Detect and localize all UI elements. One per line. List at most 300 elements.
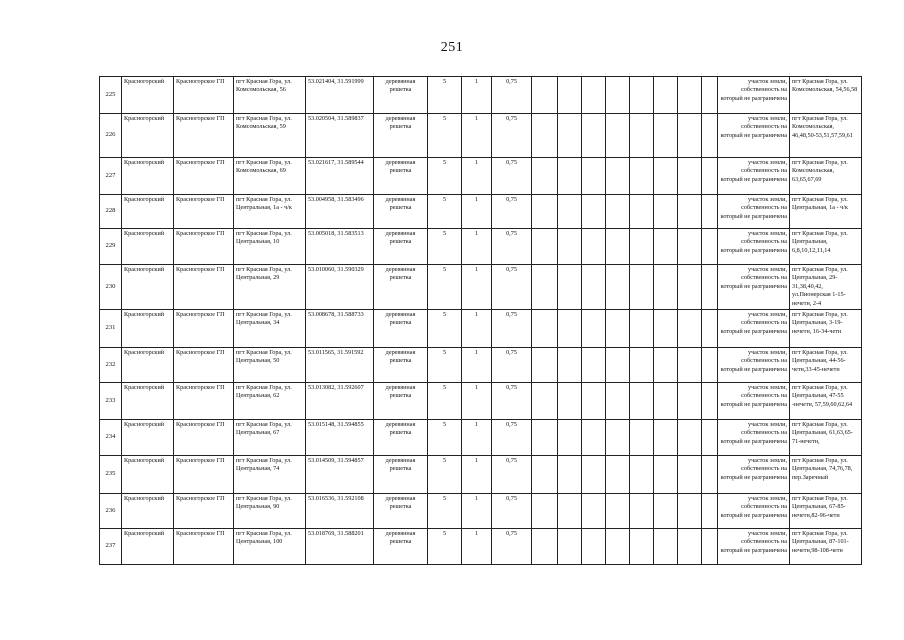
empty-cell bbox=[558, 494, 582, 529]
empty-cell bbox=[606, 456, 630, 494]
empty-cell bbox=[702, 383, 718, 420]
land-status-cell-text: участок земли, собственность на который не разграничена bbox=[720, 311, 787, 335]
empty-cell bbox=[630, 158, 654, 195]
empty-cell bbox=[582, 420, 606, 456]
material-cell-text: деревянная решетка bbox=[385, 115, 416, 131]
volume-cell-text: 0,75 bbox=[506, 266, 517, 273]
empty-cell bbox=[606, 77, 630, 114]
volume-cell bbox=[492, 494, 532, 529]
settlement-cell-text: Красногорское ГП bbox=[176, 457, 225, 465]
empty-cell bbox=[558, 529, 582, 565]
land-status-cell bbox=[718, 265, 790, 310]
served-addresses-cell-text: пгт Красная Гора, ул. Центральная, 29-31,38,40,42, ул.Пионерская 1-15-нечетн, 2-4 bbox=[792, 266, 848, 307]
empty-cell bbox=[582, 383, 606, 420]
row-number bbox=[100, 195, 122, 229]
row-number-text: 237 bbox=[105, 542, 116, 550]
empty-cell bbox=[678, 77, 702, 114]
empty-cell bbox=[702, 310, 718, 348]
count-cell-text: 5 bbox=[442, 349, 447, 357]
address-cell bbox=[234, 383, 306, 420]
volume-cell bbox=[492, 420, 532, 456]
coordinates-cell bbox=[306, 529, 374, 565]
volume-cell-text: 0,75 bbox=[506, 311, 517, 319]
row-number-text: 229 bbox=[105, 242, 116, 250]
volume-cell bbox=[492, 456, 532, 494]
row-number bbox=[100, 348, 122, 383]
coordinates-cell-text: 53.004958, 31.583496 bbox=[308, 196, 364, 203]
settlement-cell bbox=[174, 114, 234, 158]
address-cell-text: пгт Красная Гора, ул. Центральная, 90 bbox=[236, 495, 292, 511]
table-row bbox=[100, 265, 862, 310]
material-cell-text: деревянная решетка bbox=[385, 196, 416, 212]
row-number bbox=[100, 310, 122, 348]
count-cell-text: 1 bbox=[474, 266, 479, 273]
empty-cell bbox=[654, 529, 678, 565]
count-cell-text: 1 bbox=[474, 530, 479, 538]
count-cell-text: 5 bbox=[442, 115, 447, 122]
coordinates-cell bbox=[306, 158, 374, 195]
land-status-cell bbox=[718, 310, 790, 348]
count-cell-text: 1 bbox=[474, 384, 479, 392]
settlement-cell bbox=[174, 420, 234, 456]
served-addresses-cell bbox=[790, 229, 862, 265]
empty-cell bbox=[654, 114, 678, 158]
volume-cell bbox=[492, 348, 532, 383]
served-addresses-cell-text: пгт Красная Гора, ул. Центральная, 3-19-нечетн, 16-34-четн bbox=[792, 311, 848, 335]
address-cell bbox=[234, 229, 306, 265]
empty-cell bbox=[558, 383, 582, 420]
material-cell bbox=[374, 229, 428, 265]
empty-cell bbox=[678, 265, 702, 310]
empty-cell bbox=[678, 494, 702, 529]
empty-cell bbox=[678, 456, 702, 494]
empty-cell bbox=[558, 158, 582, 195]
empty-cell bbox=[558, 229, 582, 265]
empty-cell bbox=[630, 348, 654, 383]
land-status-cell-text: участок земли, собственность на который не разграничена bbox=[720, 196, 787, 220]
count-cell bbox=[462, 114, 492, 158]
address-cell bbox=[234, 158, 306, 195]
row-number-text: 230 bbox=[105, 282, 116, 290]
empty-cell bbox=[606, 420, 630, 456]
coordinates-cell-text: 53.021617, 31.589544 bbox=[308, 159, 364, 166]
coordinates-cell-text: 53.018769, 31.588201 bbox=[308, 530, 364, 538]
count-cell bbox=[428, 420, 462, 456]
count-cell bbox=[462, 529, 492, 565]
settlement-cell bbox=[174, 229, 234, 265]
land-status-cell-text: участок земли, собственность на который не разграничена bbox=[720, 495, 787, 519]
address-cell-text: пгт Красная Гора, ул. Центральная, 29 bbox=[236, 266, 292, 282]
district-cell-text: Красногорский bbox=[124, 384, 165, 392]
count-cell-text: 1 bbox=[474, 311, 479, 319]
served-addresses-cell bbox=[790, 195, 862, 229]
table-body bbox=[100, 77, 862, 565]
empty-cell bbox=[532, 114, 558, 158]
table-row bbox=[100, 158, 862, 195]
empty-cell bbox=[532, 310, 558, 348]
material-cell bbox=[374, 77, 428, 114]
district-cell bbox=[122, 114, 174, 158]
district-cell-text: Красногорский bbox=[124, 530, 165, 538]
empty-cell bbox=[654, 265, 678, 310]
land-status-cell bbox=[718, 195, 790, 229]
empty-cell bbox=[532, 529, 558, 565]
address-cell bbox=[234, 310, 306, 348]
row-number-text: 231 bbox=[105, 324, 116, 332]
count-cell bbox=[462, 456, 492, 494]
count-cell-text: 5 bbox=[442, 384, 447, 392]
settlement-cell bbox=[174, 529, 234, 565]
empty-cell bbox=[702, 265, 718, 310]
served-addresses-cell bbox=[790, 310, 862, 348]
empty-cell bbox=[532, 229, 558, 265]
count-cell bbox=[428, 310, 462, 348]
material-cell bbox=[374, 265, 428, 310]
served-addresses-cell bbox=[790, 348, 862, 383]
empty-cell bbox=[702, 77, 718, 114]
count-cell bbox=[462, 494, 492, 529]
served-addresses-cell bbox=[790, 265, 862, 310]
address-cell-text: пгт Красная Гора, ул. Центральная, 10 bbox=[236, 230, 292, 246]
material-cell-text: деревянная решетка bbox=[385, 78, 416, 94]
volume-cell-text: 0,75 bbox=[506, 384, 517, 392]
land-status-cell bbox=[718, 229, 790, 265]
land-status-cell bbox=[718, 529, 790, 565]
empty-cell bbox=[630, 420, 654, 456]
count-cell-text: 5 bbox=[442, 159, 447, 166]
empty-cell bbox=[606, 158, 630, 195]
empty-cell bbox=[532, 494, 558, 529]
settlement-cell bbox=[174, 383, 234, 420]
volume-cell-text: 0,75 bbox=[506, 159, 517, 166]
settlement-cell-text: Красногорское ГП bbox=[176, 384, 225, 392]
address-cell-text: пгт Красная Гора, ул. Центральная, 34 bbox=[236, 311, 292, 327]
volume-cell-text: 0,75 bbox=[506, 349, 517, 357]
coordinates-cell bbox=[306, 77, 374, 114]
count-cell bbox=[462, 383, 492, 420]
count-cell-text: 5 bbox=[442, 78, 447, 85]
coordinates-cell bbox=[306, 265, 374, 310]
empty-cell bbox=[702, 529, 718, 565]
empty-cell bbox=[630, 529, 654, 565]
table-row bbox=[100, 77, 862, 114]
empty-cell bbox=[558, 310, 582, 348]
empty-cell bbox=[702, 348, 718, 383]
material-cell-text: деревянная решетка bbox=[385, 159, 416, 175]
district-cell bbox=[122, 195, 174, 229]
empty-cell bbox=[606, 494, 630, 529]
material-cell-text: деревянная решетка bbox=[385, 230, 416, 246]
settlement-cell bbox=[174, 77, 234, 114]
count-cell bbox=[428, 229, 462, 265]
count-cell-text: 1 bbox=[474, 495, 479, 503]
count-cell-text: 5 bbox=[442, 311, 447, 319]
served-addresses-cell-text: пгт Красная Гора, ул. Центральная, 44-56-четн,33-45-нечетн bbox=[792, 349, 848, 373]
address-cell bbox=[234, 77, 306, 114]
table-row bbox=[100, 456, 862, 494]
material-cell bbox=[374, 348, 428, 383]
district-cell bbox=[122, 494, 174, 529]
count-cell bbox=[462, 420, 492, 456]
coordinates-cell bbox=[306, 195, 374, 229]
coordinates-cell bbox=[306, 348, 374, 383]
count-cell bbox=[428, 114, 462, 158]
empty-cell bbox=[678, 310, 702, 348]
settlement-cell-text: Красногорское ГП bbox=[176, 78, 225, 85]
empty-cell bbox=[582, 310, 606, 348]
volume-cell bbox=[492, 529, 532, 565]
settlement-cell-text: Красногорское ГП bbox=[176, 266, 225, 273]
empty-cell bbox=[654, 456, 678, 494]
empty-cell bbox=[582, 348, 606, 383]
coordinates-cell-text: 53.020504, 31.589837 bbox=[308, 115, 364, 122]
district-cell bbox=[122, 420, 174, 456]
volume-cell bbox=[492, 195, 532, 229]
row-number-text: 226 bbox=[105, 131, 116, 139]
empty-cell bbox=[702, 158, 718, 195]
count-cell bbox=[462, 158, 492, 195]
volume-cell bbox=[492, 383, 532, 420]
district-cell bbox=[122, 158, 174, 195]
address-cell-text: пгт Красная Гора, ул. Комсомольская, 59 bbox=[236, 115, 292, 131]
table-row bbox=[100, 529, 862, 565]
empty-cell bbox=[606, 229, 630, 265]
district-cell bbox=[122, 265, 174, 310]
address-cell bbox=[234, 114, 306, 158]
coordinates-cell bbox=[306, 456, 374, 494]
settlement-cell-text: Красногорское ГП bbox=[176, 196, 225, 203]
address-cell bbox=[234, 348, 306, 383]
count-cell bbox=[462, 348, 492, 383]
empty-cell bbox=[606, 195, 630, 229]
served-addresses-cell-text: пгт Красная Гора, ул. Центральная, 47-55 -нечетн, 57,59,60,62,64 bbox=[792, 384, 853, 408]
volume-cell bbox=[492, 114, 532, 158]
material-cell bbox=[374, 456, 428, 494]
count-cell-text: 1 bbox=[474, 159, 479, 166]
settlement-cell-text: Красногорское ГП bbox=[176, 115, 225, 122]
served-addresses-cell-text: пгт Красная Гора, ул. Комсомольская, 46,48,50-53,51,57,59,61 bbox=[792, 115, 853, 139]
settlement-cell bbox=[174, 456, 234, 494]
material-cell-text: деревянная решетка bbox=[385, 421, 416, 437]
coordinates-cell-text: 53.008678, 31.588733 bbox=[308, 311, 364, 319]
table-row bbox=[100, 348, 862, 383]
volume-cell-text: 0,75 bbox=[506, 115, 517, 122]
district-cell bbox=[122, 383, 174, 420]
count-cell bbox=[428, 265, 462, 310]
address-cell-text: пгт Красная Гора, ул. Центральная, 100 bbox=[236, 530, 292, 546]
volume-cell-text: 0,75 bbox=[506, 421, 517, 429]
empty-cell bbox=[582, 77, 606, 114]
count-cell bbox=[462, 229, 492, 265]
settlement-cell-text: Красногорское ГП bbox=[176, 230, 225, 237]
count-cell bbox=[462, 310, 492, 348]
row-number bbox=[100, 383, 122, 420]
empty-cell bbox=[532, 348, 558, 383]
served-addresses-cell-text: пгт Красная Гора, ул. Центральная, 87-101-нечетн,98-108-четн bbox=[792, 530, 849, 554]
count-cell-text: 5 bbox=[442, 230, 447, 237]
empty-cell bbox=[582, 114, 606, 158]
district-cell-text: Красногорский bbox=[124, 311, 165, 319]
row-number bbox=[100, 420, 122, 456]
coordinates-cell-text: 53.010060, 31.590329 bbox=[308, 266, 364, 273]
empty-cell bbox=[678, 529, 702, 565]
page-number: 251 bbox=[440, 40, 464, 55]
row-number-text: 236 bbox=[105, 506, 116, 514]
count-cell-text: 5 bbox=[442, 530, 447, 538]
count-cell-text: 1 bbox=[474, 78, 479, 85]
material-cell-text: деревянная решетка bbox=[385, 349, 416, 365]
empty-cell bbox=[630, 77, 654, 114]
empty-cell bbox=[630, 310, 654, 348]
row-number bbox=[100, 494, 122, 529]
land-status-cell bbox=[718, 456, 790, 494]
volume-cell-text: 0,75 bbox=[506, 457, 517, 465]
row-number bbox=[100, 114, 122, 158]
settlement-cell-text: Красногорское ГП bbox=[176, 530, 225, 538]
served-addresses-cell bbox=[790, 420, 862, 456]
address-cell-text: пгт Красная Гора, ул. Комсомольская, 56 bbox=[236, 78, 292, 94]
count-cell bbox=[428, 529, 462, 565]
count-cell bbox=[462, 77, 492, 114]
empty-cell bbox=[654, 348, 678, 383]
land-status-cell-text: участок земли, собственность на который не разграничена bbox=[720, 349, 787, 373]
empty-cell bbox=[654, 195, 678, 229]
empty-cell bbox=[582, 158, 606, 195]
coordinates-cell bbox=[306, 229, 374, 265]
land-status-cell bbox=[718, 77, 790, 114]
count-cell-text: 1 bbox=[474, 421, 479, 429]
empty-cell bbox=[678, 158, 702, 195]
empty-cell bbox=[558, 195, 582, 229]
empty-cell bbox=[702, 195, 718, 229]
empty-cell bbox=[702, 456, 718, 494]
count-cell bbox=[462, 265, 492, 310]
row-number bbox=[100, 529, 122, 565]
count-cell bbox=[428, 456, 462, 494]
empty-cell bbox=[606, 114, 630, 158]
empty-cell bbox=[606, 383, 630, 420]
row-number bbox=[100, 229, 122, 265]
empty-cell bbox=[558, 456, 582, 494]
served-addresses-cell-text: пгт Красная Гора, ул. Центральная, 61,63,65-71-нечетн, bbox=[792, 421, 853, 445]
district-cell-text: Красногорский bbox=[124, 78, 165, 85]
district-cell-text: Красногорский bbox=[124, 495, 165, 503]
table-row bbox=[100, 229, 862, 265]
coordinates-cell-text: 53.011565, 31.591592 bbox=[308, 349, 364, 357]
address-cell-text: пгт Красная Гора, ул. Центральная, 50 bbox=[236, 349, 292, 365]
table-row bbox=[100, 494, 862, 529]
served-addresses-cell bbox=[790, 456, 862, 494]
row-number bbox=[100, 77, 122, 114]
empty-cell bbox=[702, 229, 718, 265]
address-cell bbox=[234, 456, 306, 494]
material-cell bbox=[374, 494, 428, 529]
registry-table bbox=[99, 76, 862, 565]
row-number-text: 233 bbox=[105, 396, 116, 404]
row-number-text: 225 bbox=[105, 90, 116, 98]
volume-cell bbox=[492, 77, 532, 114]
coordinates-cell-text: 53.005018, 31.583513 bbox=[308, 230, 364, 237]
coordinates-cell bbox=[306, 383, 374, 420]
served-addresses-cell bbox=[790, 494, 862, 529]
settlement-cell bbox=[174, 265, 234, 310]
empty-cell bbox=[532, 158, 558, 195]
count-cell-text: 1 bbox=[474, 349, 479, 357]
material-cell-text: деревянная решетка bbox=[385, 266, 416, 282]
district-cell-text: Красногорский bbox=[124, 196, 165, 203]
empty-cell bbox=[532, 383, 558, 420]
district-cell-text: Красногорский bbox=[124, 115, 165, 122]
address-cell-text: пгт Красная Гора, ул. Центральная, 67 bbox=[236, 421, 292, 437]
empty-cell bbox=[582, 456, 606, 494]
land-status-cell bbox=[718, 494, 790, 529]
row-number bbox=[100, 158, 122, 195]
settlement-cell-text: Красногорское ГП bbox=[176, 311, 225, 319]
table-row bbox=[100, 310, 862, 348]
empty-cell bbox=[702, 494, 718, 529]
row-number-text: 232 bbox=[105, 360, 116, 368]
row-number-text: 235 bbox=[105, 470, 116, 478]
coordinates-cell-text: 53.014509, 31.594857 bbox=[308, 457, 364, 465]
volume-cell-text: 0,75 bbox=[506, 78, 517, 85]
land-status-cell bbox=[718, 158, 790, 195]
volume-cell-text: 0,75 bbox=[506, 530, 517, 538]
empty-cell bbox=[630, 229, 654, 265]
count-cell bbox=[428, 348, 462, 383]
empty-cell bbox=[606, 265, 630, 310]
volume-cell-text: 0,75 bbox=[506, 196, 517, 203]
empty-cell bbox=[606, 310, 630, 348]
empty-cell bbox=[654, 383, 678, 420]
land-status-cell bbox=[718, 383, 790, 420]
count-cell-text: 1 bbox=[474, 230, 479, 237]
empty-cell bbox=[558, 348, 582, 383]
empty-cell bbox=[532, 456, 558, 494]
district-cell bbox=[122, 77, 174, 114]
address-cell bbox=[234, 494, 306, 529]
served-addresses-cell bbox=[790, 114, 862, 158]
count-cell-text: 1 bbox=[474, 115, 479, 122]
land-status-cell-text: участок земли, собственность на который не разграничена bbox=[720, 530, 787, 554]
volume-cell bbox=[492, 265, 532, 310]
address-cell bbox=[234, 195, 306, 229]
count-cell bbox=[428, 195, 462, 229]
address-cell bbox=[234, 420, 306, 456]
empty-cell bbox=[630, 265, 654, 310]
material-cell bbox=[374, 529, 428, 565]
empty-cell bbox=[630, 494, 654, 529]
district-cell-text: Красногорский bbox=[124, 421, 165, 429]
empty-cell bbox=[654, 229, 678, 265]
empty-cell bbox=[606, 348, 630, 383]
empty-cell bbox=[678, 420, 702, 456]
land-status-cell-text: участок земли, собственность на который не разграничена bbox=[720, 384, 787, 408]
served-addresses-cell-text: пгт Красная Гора, ул. Центральная, 67-85-нечетн,82-96-четн bbox=[792, 495, 848, 519]
empty-cell bbox=[532, 265, 558, 310]
empty-cell bbox=[630, 195, 654, 229]
volume-cell-text: 0,75 bbox=[506, 495, 517, 503]
empty-cell bbox=[678, 195, 702, 229]
material-cell bbox=[374, 114, 428, 158]
settlement-cell-text: Красногорское ГП bbox=[176, 159, 225, 166]
settlement-cell bbox=[174, 195, 234, 229]
empty-cell bbox=[654, 310, 678, 348]
empty-cell bbox=[630, 383, 654, 420]
volume-cell bbox=[492, 310, 532, 348]
land-status-cell-text: участок земли, собственность на который не разграничена bbox=[720, 421, 787, 445]
volume-cell bbox=[492, 158, 532, 195]
district-cell bbox=[122, 310, 174, 348]
